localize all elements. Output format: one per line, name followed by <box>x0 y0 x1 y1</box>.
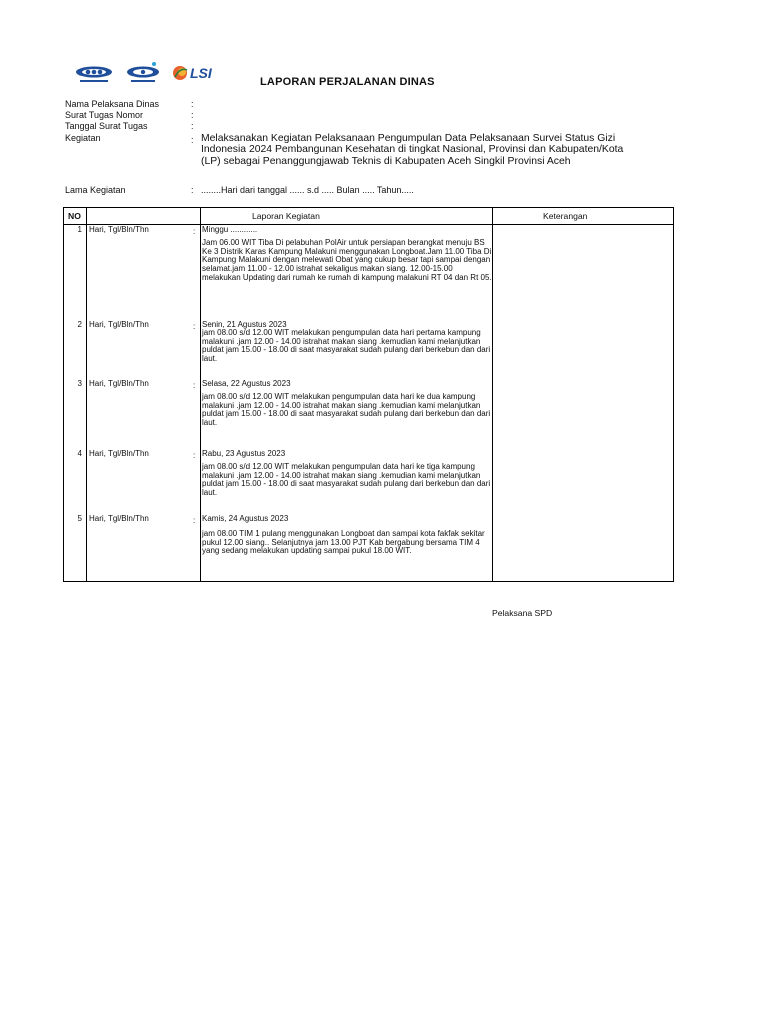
row-number: 2 <box>77 320 82 329</box>
row-day: Senin, 21 Agustus 2023 <box>202 320 287 329</box>
row-description: Jam 06.00 WIT Tiba Di pelabuhan PolAir untuk persiapan berangkat menuju BS Ke 3 Distrik Karas Kampung Malakuni menggunakan Longboat.Jam 11.00 Tiba Di Kampung Malakuni dengan melewati Obat yang cukup besar tapi sampai dengan selamat.jam 11.00 - 12.00 istrahat sekaligus makan siang. 12.00-15.00 melakukan Updating dari rumah ke rumah di kampung malakuni RT 04 dan Rt 05. <box>202 238 492 282</box>
colon: : <box>191 135 194 145</box>
header-logos <box>74 60 224 88</box>
column-divider <box>86 208 87 581</box>
row-date-label: Hari, Tgl/Bln/Thn <box>89 225 149 234</box>
row-date-label: Hari, Tgl/Bln/Thn <box>89 379 149 388</box>
lama-label: Lama Kegiatan <box>65 185 126 195</box>
info-row-surat <box>65 110 665 121</box>
row-day: Selasa, 22 Agustus 2023 <box>202 379 291 388</box>
row-description: jam 08.00 s/d 12.00 WIT melakukan pengumpulan data hari ke dua kampung malakuni .jam 12.00 - 14.00 istrahat makan siang .kemudian kami melanjutkan puldat jam 15.00 - 18.00 di saat masyarakat sudah pulang dari berkebun dan dari laut. <box>202 392 491 428</box>
info-block <box>65 99 665 132</box>
info-row-nama <box>65 99 665 110</box>
header-laporan: Laporan Kegiatan <box>252 211 320 221</box>
row-description: jam 08.00 s/d 12.00 WIT melakukan pengumpulan data hari pertama kampung malakuni .jam 12.00 - 14.00 istrahat makan siang .kemudian kami melanjutkan puldat jam 15.00 - 18.00 di saat masyarakat sudah pulang dari berkebun dan dari laut. <box>202 328 491 364</box>
column-divider <box>200 208 201 581</box>
colon: : <box>193 451 196 460</box>
pelaksana-signature-label: Pelaksana SPD <box>492 608 553 618</box>
report-table <box>63 207 674 582</box>
colon: : <box>193 227 196 236</box>
lsi-logo-text: LSI <box>190 65 212 81</box>
info-row-tanggal <box>65 121 665 132</box>
row-number: 1 <box>77 225 82 234</box>
row-number: 4 <box>77 449 82 458</box>
row-number: 3 <box>77 379 82 388</box>
row-description: jam 08.00 TIM 1 pulang menggunakan Longboat dan sampai kota fakfak sekitar pukul 12.00 siang.. Selanjutnya jam 13.00 PJT Kab bergabung bersama TIM 4 yang sedang melakukan updating sampai pukul 18.00 WIT. <box>202 529 485 556</box>
lsi-logo-icon <box>173 65 213 81</box>
row-day: Rabu, 23 Agustus 2023 <box>202 449 286 458</box>
colon: : <box>191 185 194 195</box>
survey-logo-icon <box>127 62 159 82</box>
row-day: Kamis, 24 Agustus 2023 <box>202 514 289 523</box>
row-date-label: Hari, Tgl/Bln/Thn <box>89 449 149 458</box>
header-keterangan: Keterangan <box>543 211 588 221</box>
row-date-label: Hari, Tgl/Bln/Thn <box>89 514 149 523</box>
surat-label: Surat Tugas Nomor <box>65 110 144 120</box>
kegiatan-value: Melaksanakan Kegiatan Pelaksanaan Pengumpulan Data Pelaksanaan Survei Status Gizi Indonesia 2024 Pembangunan Kesehatan di tingkat Nasional, Provinsi dan Kabupaten/Kota (LP) sebagai Penanggungjawab Teknis di Kabupaten Aceh Singkil Provinsi Aceh <box>201 133 624 167</box>
page-title: LAPORAN PERJALANAN DINAS <box>260 76 435 88</box>
row-day: Minggu ............ <box>202 225 258 234</box>
bps-logo-icon <box>76 67 112 83</box>
colon: : <box>191 99 194 109</box>
colon: : <box>193 516 196 525</box>
header-no: NO <box>68 211 81 221</box>
kegiatan-label: Kegiatan <box>65 133 101 143</box>
colon: : <box>193 322 196 331</box>
tanggal-label: Tanggal Surat Tugas <box>65 121 148 131</box>
row-date-label: Hari, Tgl/Bln/Thn <box>89 320 149 329</box>
lama-value: ........Hari dari tanggal ...... s.d ..... Bulan ..... Tahun..... <box>201 185 414 195</box>
column-divider <box>492 208 493 581</box>
nama-label: Nama Pelaksana Dinas <box>65 99 160 109</box>
row-description: jam 08.00 s/d 12.00 WIT melakukan pengumpulan data hari ke tiga kampung malakuni .jam 12.00 - 14.00 istrahat makan siang .kemudian kami melanjutkan puldat jam 15.00 - 18.00 di saat masyarakat sudah pulang dari berkebun dan dari laut. <box>202 462 491 498</box>
colon: : <box>191 110 194 120</box>
row-number: 5 <box>77 514 82 523</box>
colon: : <box>191 121 194 131</box>
header-divider <box>64 224 673 225</box>
colon: : <box>193 381 196 390</box>
